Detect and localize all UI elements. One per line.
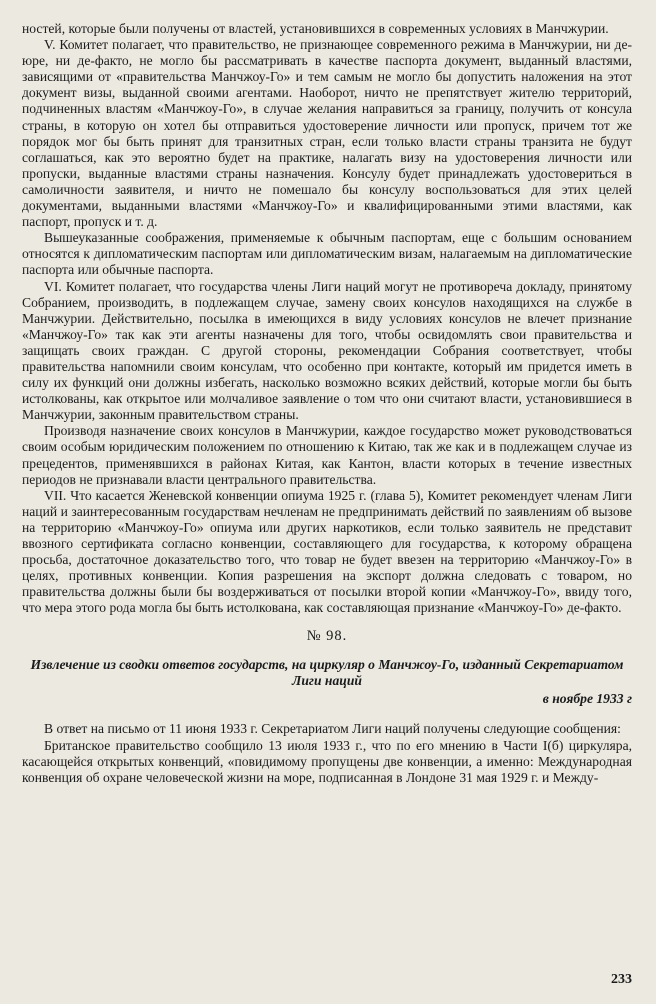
paragraph: V. Комитет полагает, что правительство, не признающее современного режима в Манчжурии, ни де-юре, ни де-факто, не могло бы рассматривать в качестве паспорта документ, выданный властями, зависящими от «правительства Манчжоу-Го» и тем самым не могло бы допустить наложения на этот документ визы, выданной своими агентами. Наоборот, ничто не препятствует жителю территорий, подчиненных властям «Манчжоу-Го», в случае желания направиться за границу, получить от консула страны, в которую он хотел бы отправиться удостоверение личности или пропуск, причем тот же порядок мог бы быть принят для транзитных стран, если только власти страны транзита не будут соглашаться, как это вероятно будет на практике, налагать визу на удостоверения личности или пропуски, выданные властями страны назначения. Консулу будет принадлежать удостовериться в самоличности заявителя, и ничто не помешало бы консулу воспользоваться для этих целей документами, выданными властями «Манчжоу-Го» и квалифицированными этими властями, как паспорт, пропуск и т. д. (22, 37, 632, 230)
document-number: № 98. (306, 628, 348, 645)
body-text-bottom (22, 721, 632, 785)
paragraph: Британское правительство сообщило 13 июля 1933 г., что по его мнению в Части I(б) циркуляра, касающейся открытых конвенций, «повидимому пропущены две конвенции, а именно: Международная конвенция об охране человеческой жизни на море, подписанная в Лондоне 31 мая 1929 г. и Между- (22, 737, 632, 785)
paragraph: Производя назначение своих консулов в Манчжурии, каждое государство может руководствоваться своим особым юридическим положением по отношению к Китаю, так же как и в подлежащем случае из прецедентов, применявшихся в районах Китая, как Кантон, власти которых в течение известных периодов не признавали власти центрального правительства. (22, 423, 632, 487)
document-title: Извлечение из сводки ответов государств, на циркуляр о Манчжоу-Го, изданный Секретариатом Лиги наций (30, 657, 624, 689)
paragraph: VI. Комитет полагает, что государства члены Лиги наций могут не противореча докладу, принятому Собранием, производить, в подлежащем случае, замену своих консулов находящихся на службе в Манчжурии. Действительно, посылка в имеющихся в виду условиях консулов не влечет признание «Манчжоу-Го» так как эти агенты назначены для того, чтобы освидомлять свои правительства и защищать своих граждан. С другой стороны, рекомендации Собрания соответствует, чтобы правительства напомнили своим консулам, что особенно при контакте, который им придется иметь в силу их функций они должны избегать, насколько возможно всяких действий, которые могли бы быть истолкованы, как открытое или молчаливое заявление о том что они считают власти, установившиеся в Манчжурии, законным правительством страны. (22, 278, 632, 423)
body-text-top (22, 21, 632, 616)
page-number: 233 (611, 972, 632, 987)
paragraph: В ответ на письмо от 11 июня 1933 г. Секретариатом Лиги наций получены следующие сообщения: (44, 721, 621, 737)
paragraph: VII. Что касается Женевской конвенции опиума 1925 г. (глава 5), Комитет рекомендует членам Лиги наций и заинтересованным государствам нечленам не предпринимать действий по заявлениям об вызове на территорию «Манчжоу-Го» опиума или других наркотиков, если только заявитель не представит ввозного сертификата согласно конвенции, составляющего для государства, к которому обращена просьба, достаточное доказательство того, что товар не будет ввезен на территорию «Манчжоу-Го» в целях, противных конвенции. Копия разрешения на экспорт должна следовать с товаром, но правительства должны были бы воздерживаться от посылки второй копии «Манчжоу-Го», ввиду того, что мера этого рода могла бы быть истолкована, как составляющая признание «Манчжоу-Го» де-факто. (22, 487, 632, 616)
paragraph: Вышеуказанные соображения, применяемые к обычным паспортам, еще с большим основанием относятся к дипломатическим паспортам или дипломатическим визам, налагаемым на дипломатические паспорта или обычные паспорта. (22, 230, 632, 278)
paragraph: ностей, которые были получены от властей, установившихся в современных условиях в Манчжурии. (22, 21, 609, 36)
document-date: в ноябре 1933 г (542, 691, 632, 707)
